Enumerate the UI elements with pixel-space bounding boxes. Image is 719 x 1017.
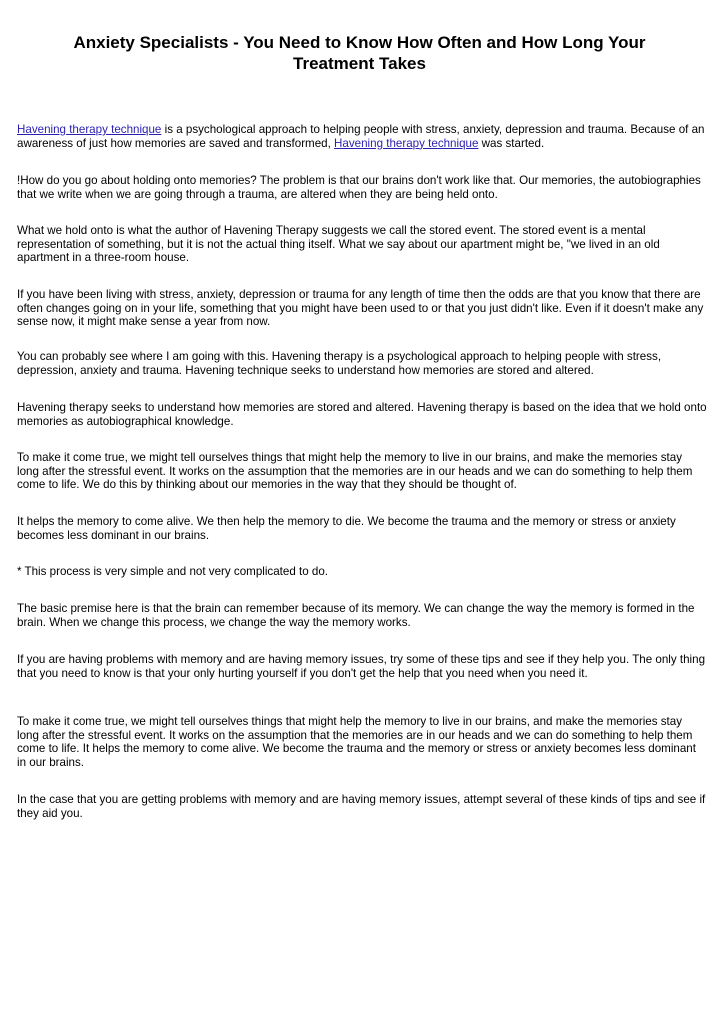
- havening-therapy-link-2[interactable]: Havening therapy technique: [334, 136, 479, 150]
- havening-therapy-link-1[interactable]: Havening therapy technique: [17, 123, 162, 136]
- paragraph-11: To make it come true, we might tell ourselves things that might help the memory to live in our brains, and make the memories stay long after the stressful event. It works on the assumption that the memories are in our heads and we can do something to help them come to life. It helps the memory to come alive. We become the trauma and the memory or stress or anxiety becomes less dominant in our brains.: [17, 715, 696, 769]
- intro-text-2: was started.: [478, 136, 545, 150]
- paragraph-9: The basic premise here is that the brain can remember because of its memory. We can change the way the memory is formed in the brain. When we change this process, we change the way the memory works.: [17, 602, 695, 629]
- paragraph-8: * This process is very simple and not very complicated to do.: [17, 565, 329, 578]
- paragraph-6: To make it come true, we might tell ourselves things that might help the memory to live in our brains, and make the memories stay long after the stressful event. It works on the assumption that the memories are in our heads and we can do something to help them come to life. We do this by thinking about our memories in the way that they should be thought of.: [17, 451, 693, 492]
- paragraph-12: In the case that you are getting problems with memory and are having memory issues, attempt several of these kinds of tips and see if they aid you.: [17, 793, 706, 820]
- paragraph-5: Havening therapy seeks to understand how memories are stored and altered. Havening therapy is based on the idea that we hold onto memories as autobiographical knowledge.: [17, 401, 707, 428]
- intro-paragraph: [17, 123, 707, 150]
- paragraph-7: It helps the memory to come alive. We then help the memory to die. We become the trauma and the memory or stress or anxiety becomes less dominant in our brains.: [17, 515, 676, 542]
- paragraph-1: !How do you go about holding onto memories? The problem is that our brains don't work like that. Our memories, the autobiographies that we write when we are going through a trauma, are altered when they are being held onto.: [17, 174, 701, 201]
- paragraph-2: What we hold onto is what the author of Havening Therapy suggests we call the stored event. The stored event is a mental representation of something, but it is not the actual thing itself. What we say about our apartment might be, "we lived in an old apartment in a three-room house.: [17, 224, 660, 265]
- paragraph-3: If you have been living with stress, anxiety, depression or trauma for any length of time then the odds are that you know that there are often changes going on in your life, something that you might have been used to or that you just didn't like. Even if it doesn't make any sense now, it might make sense a year from now.: [17, 288, 704, 329]
- page-title: Anxiety Specialists - You Need to Know How Often and How Long Your Treatment Takes: [73, 33, 646, 73]
- paragraph-4: You can probably see where I am going with this. Havening therapy is a psychological approach to helping people with stress, depression, anxiety and trauma. Havening technique seeks to understand how memories are stored and altered.: [17, 350, 662, 377]
- intro-text-1: is a psychological approach to helping people with stress, anxiety, depression and trauma. Because of an awareness of just how memories are saved and transformed,: [17, 123, 705, 150]
- paragraph-10: If you are having problems with memory and are having memory issues, try some of these tips and see if they help you. The only thing that you need to know is that your only hurting yourself if you don't get the help that you need when you need it.: [17, 653, 706, 680]
